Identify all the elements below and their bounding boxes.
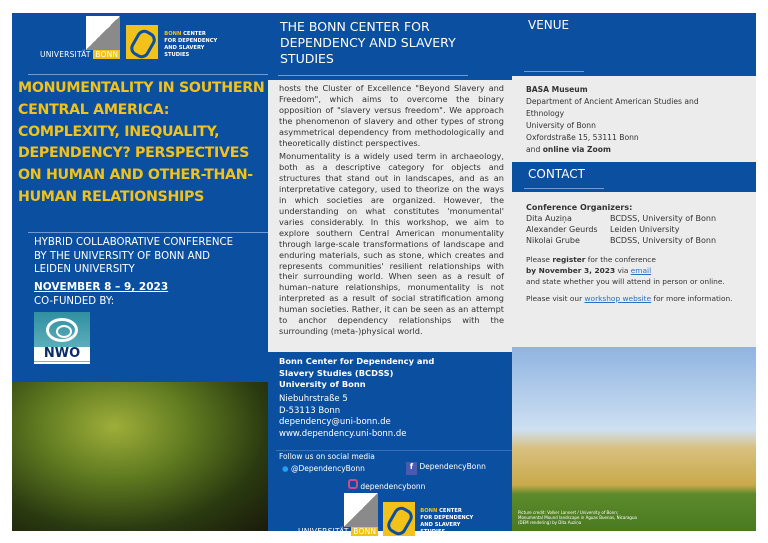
footer-address: Niebuhrstraße 5 D-53113 Bonn dependency@uni-bonn.de www.dependency.uni-bonn.de bbox=[279, 394, 407, 439]
divider bbox=[28, 74, 268, 75]
bcdss-logo-text: BONN CENTER FOR DEPENDENCY AND SLAVERY STUDIES bbox=[164, 31, 218, 58]
university-building-photo bbox=[512, 347, 756, 531]
email-link[interactable]: dependency@uni-bonn.de bbox=[279, 417, 391, 427]
venue-heading: VENUE bbox=[528, 18, 570, 32]
intro-paragraph: hosts the Cluster of Excellence "Beyond Slavery and Freedom", which aims to overcome the binary opposition of "slavery versus freedom". We approach the phenomenon of slavery and other types of strong asymmetrical dependency from methodologically and theoretically distinct perspectives. bbox=[279, 83, 504, 148]
bcdss-heading: THE BONN CENTER FOR DEPENDENCY AND SLAVERY STUDIES bbox=[280, 19, 456, 66]
footer-org: Bonn Center for Dependency and Slavery Studies (BCDSS) University of Bonn bbox=[279, 356, 435, 389]
photo-caption: Picture credit: Volker Lannert / University of Bonn; Monumental Mound landscape in Aguas Buenas, Nicaragua (DEM rendering) by Dita Auziņa bbox=[518, 510, 637, 525]
email-link[interactable]: email bbox=[630, 266, 652, 275]
instagram-link[interactable]: dependencybonn bbox=[348, 479, 425, 491]
twitter-icon: ● bbox=[282, 464, 289, 473]
contact-footer bbox=[268, 352, 512, 536]
workshop-paragraph: Monumentality is a widely used term in archaeology, both as a descriptive category for objects and structures that stand out in landscapes, and as an interpretative category, used to theorize on the ways in which societies are organized. However, the understanding on what constitutes 'monumental' varies considerably. In this workshop, we aim to explore southern Central American monumentality through large-scale transformations of landscape and enduring materials, such as stone, which creates and represents communities' resilient relationships with their surrounding world. When seen as a result of human–nature relationships, monumentality is not interpreted as a result of social stratification among human societies. Rather, it can be seen as an attempt to anchor dependency relationships with the surrounding (meta-)physical world. bbox=[279, 151, 504, 336]
nwo-logo: NWO bbox=[34, 312, 90, 364]
description bbox=[268, 80, 512, 352]
mound-landscape-image bbox=[12, 382, 268, 531]
instagram-icon bbox=[348, 479, 358, 489]
facebook-link[interactable]: f DependencyBonn bbox=[406, 462, 486, 475]
facebook-icon: f bbox=[406, 462, 417, 475]
contact-details: Conference Organizers: Dita Auziņa BCDSS, University of Bonn Alexander Geurds Leiden University Nikolai Grube BCDSS, University of Bonn Please register for the conference by November 3, 2023 via email and state whether you will attend in person or online. Please visit our workshop website for more information. bbox=[512, 192, 756, 347]
conference-date: NOVEMBER 8 – 9, 2023 bbox=[34, 281, 169, 293]
uni-bonn-logo: UNIVERSITÄT BONN bbox=[298, 493, 378, 536]
logos-top bbox=[40, 16, 217, 59]
contact-heading: CONTACT bbox=[528, 167, 585, 181]
venue-details: BASA Museum Department of Ancient American Studies and Ethnology University of Bonn Oxfordstraße 15, 53111 Bonn and online via Zoom bbox=[512, 76, 756, 162]
divider bbox=[28, 232, 268, 233]
cofunded-label: CO-FUNDED BY: bbox=[34, 296, 115, 307]
conference-title: MONUMENTALITY IN SOUTHERN CENTRAL AMERICA: COMPLEXITY, INEQUALITY, DEPENDENCY? PERSPECTIVES ON HUMAN AND OTHER-THAN-HUMAN RELATIONSHIPS bbox=[18, 80, 265, 205]
bcdss-chain-logo bbox=[126, 25, 158, 59]
workshop-website-link[interactable]: workshop website bbox=[584, 294, 652, 303]
contact-header bbox=[512, 162, 756, 192]
logos-bottom: UNIVERSITÄT BONN BONN CENTER FOR DEPENDENCY AND SLAVERY STUDIES bbox=[298, 493, 473, 536]
bcdss-header bbox=[268, 13, 512, 80]
bcdss-chain-logo bbox=[383, 502, 415, 536]
website-link[interactable]: www.dependency.uni-bonn.de bbox=[279, 428, 407, 439]
follow-label: Follow us on social media bbox=[279, 452, 375, 461]
organizer-list: Dita Auziņa BCDSS, University of Bonn Alexander Geurds Leiden University Nikolai Grube BCDSS, University of Bonn bbox=[526, 214, 717, 245]
twitter-link[interactable]: ● @DependencyBonn bbox=[282, 464, 365, 473]
uni-bonn-logo: UNIVERSITÄT BONN bbox=[40, 16, 120, 59]
conference-subtitle: HYBRID COLLABORATIVE CONFERENCE BY THE UNIVERSITY OF BONN AND LEIDEN UNIVERSITY bbox=[34, 237, 234, 275]
venue-header bbox=[512, 13, 756, 76]
